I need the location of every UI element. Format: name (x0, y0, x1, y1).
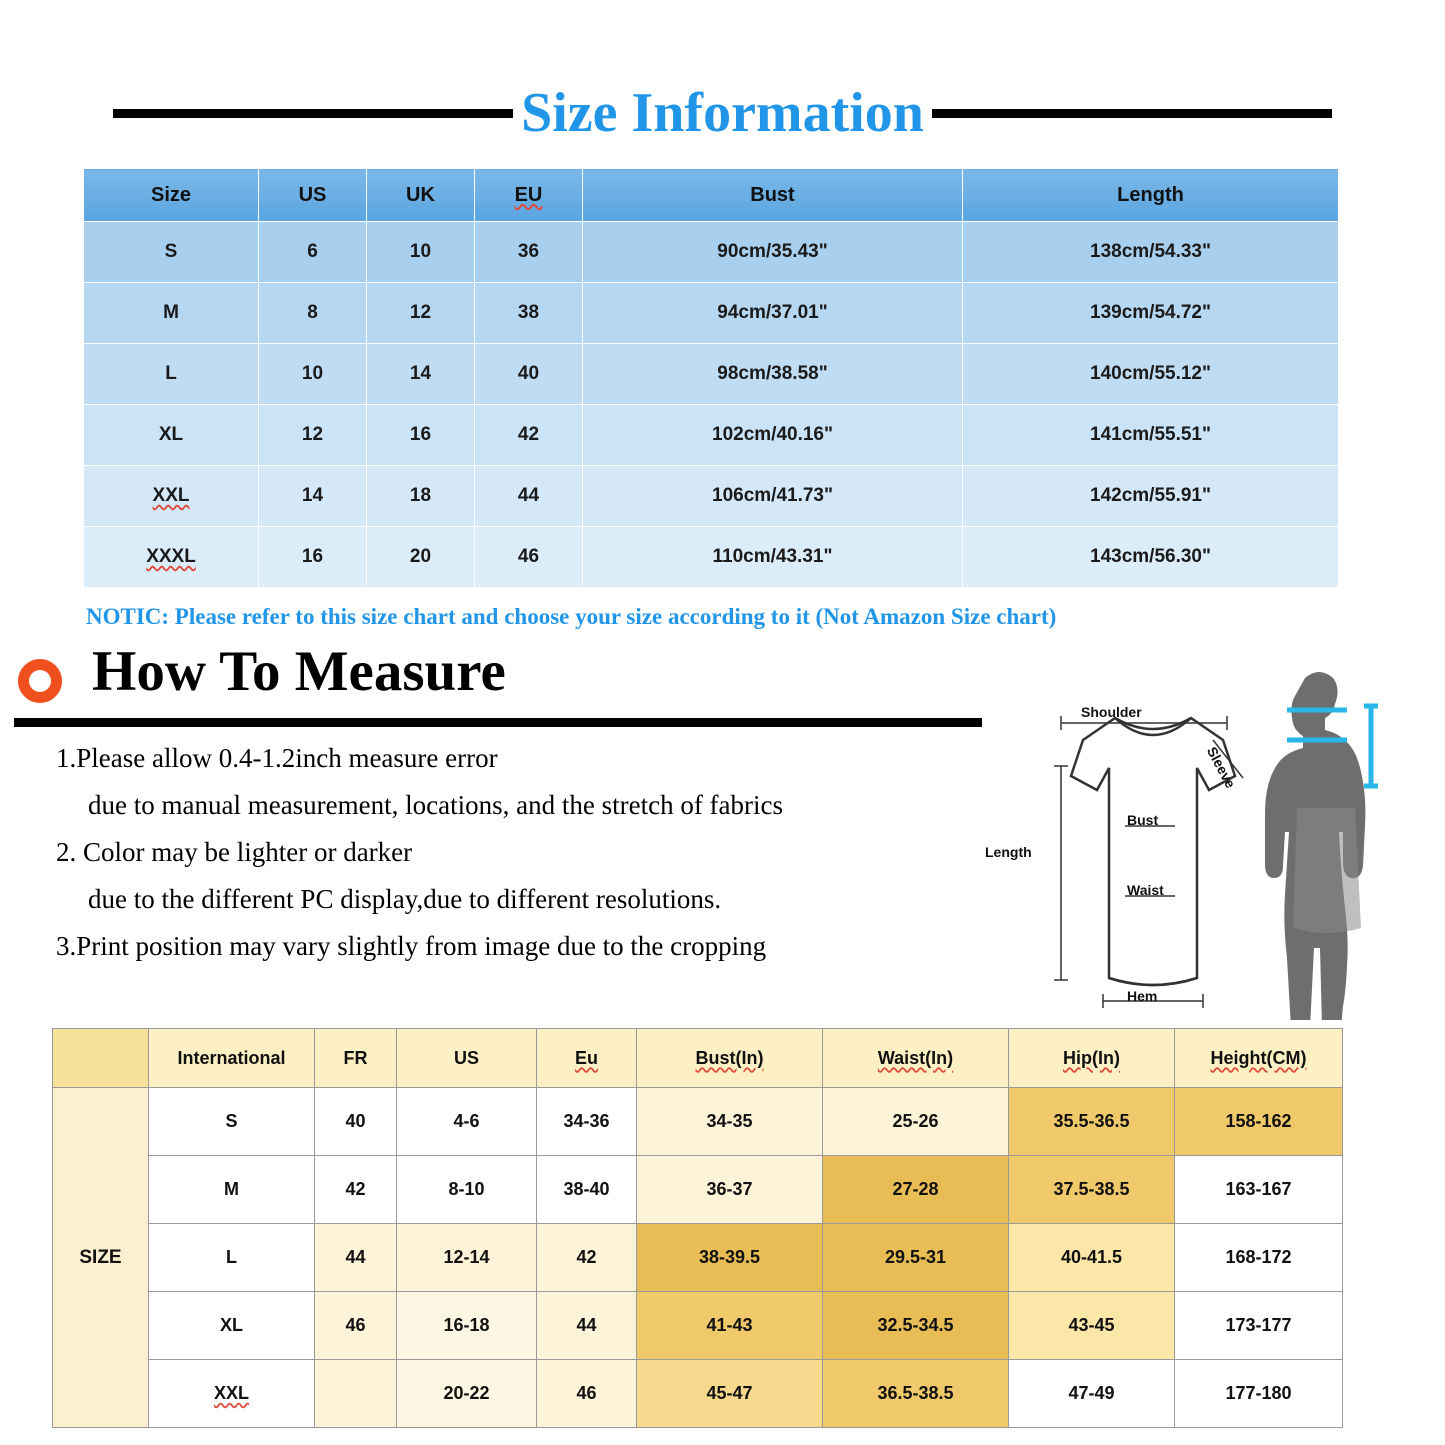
table-row (53, 1360, 1343, 1428)
label-waist: Waist (1127, 882, 1164, 898)
cell-height: 163-167 (1175, 1156, 1343, 1224)
cell-size: S (84, 222, 259, 283)
cell-length: 143cm/56.30" (963, 527, 1339, 588)
cell-size: XL (84, 405, 259, 466)
table-row (84, 527, 1339, 588)
cell-eu: 44 (537, 1292, 637, 1360)
length-measure-line (1054, 766, 1068, 980)
cell-bust: 102cm/40.16" (583, 405, 963, 466)
cell-waist: 29.5-31 (823, 1224, 1009, 1292)
title-rule-right (932, 109, 1332, 118)
table-row (84, 222, 1339, 283)
column-header-waist: Waist(In) (823, 1029, 1009, 1088)
cell-us: 16-18 (397, 1292, 537, 1360)
cell-height: 158-162 (1175, 1088, 1343, 1156)
cell-uk: 14 (367, 344, 475, 405)
cell-us: 12 (259, 405, 367, 466)
table-row (53, 1224, 1343, 1292)
cell-waist: 36.5-38.5 (823, 1360, 1009, 1428)
cell-eu: 42 (537, 1224, 637, 1292)
cell-length: 141cm/55.51" (963, 405, 1339, 466)
cell-us: 6 (259, 222, 367, 283)
column-header-height: Height(CM) (1175, 1029, 1343, 1088)
column-header-hip: Hip(In) (1009, 1029, 1175, 1088)
cell-us: 16 (259, 527, 367, 588)
measurement-illustration (975, 648, 1425, 1020)
cell-hip: 40-41.5 (1009, 1224, 1175, 1292)
table-row (84, 283, 1339, 344)
ring-bullet-icon (18, 659, 62, 703)
table-row (84, 344, 1339, 405)
cell-waist: 27-28 (823, 1156, 1009, 1224)
page-title: Size Information (521, 82, 924, 144)
cell-length: 139cm/54.72" (963, 283, 1339, 344)
cell-international: XL (149, 1292, 315, 1360)
cell-uk: 20 (367, 527, 475, 588)
cell-eu: 34-36 (537, 1088, 637, 1156)
column-header-fr: FR (315, 1029, 397, 1088)
cell-international: XXL (149, 1360, 315, 1428)
cell-hip: 37.5-38.5 (1009, 1156, 1175, 1224)
cell-hip: 35.5-36.5 (1009, 1088, 1175, 1156)
table-row (53, 1156, 1343, 1224)
label-sleeve: Sleeve (1203, 744, 1239, 791)
table-row (53, 1292, 1343, 1360)
row-header-size: SIZE (53, 1088, 149, 1428)
label-shoulder: Shoulder (1081, 704, 1142, 720)
table-header-row (53, 1029, 1343, 1088)
cell-international: S (149, 1088, 315, 1156)
cell-eu: 36 (475, 222, 583, 283)
how-to-measure-rule (14, 718, 982, 727)
instruction-item: due to the different PC display,due to different resolutions. (88, 884, 722, 914)
cell-eu: 46 (475, 527, 583, 588)
cell-height: 168-172 (1175, 1224, 1343, 1292)
cell-eu: 40 (475, 344, 583, 405)
size-information-table (83, 168, 1339, 588)
label-length: Length (985, 844, 1032, 860)
cell-us: 10 (259, 344, 367, 405)
table-row (84, 466, 1339, 527)
label-bust: Bust (1127, 812, 1159, 828)
cell-us: 14 (259, 466, 367, 527)
female-silhouette-icon (1265, 672, 1365, 1020)
cell-waist: 25-26 (823, 1088, 1009, 1156)
cell-bust: 38-39.5 (637, 1224, 823, 1292)
cell-bust: 110cm/43.31" (583, 527, 963, 588)
cell-length: 142cm/55.91" (963, 466, 1339, 527)
cell-size: XXL (84, 466, 259, 527)
title-rule-left (113, 109, 513, 118)
cell-size: XXXL (84, 527, 259, 588)
cell-fr: 42 (315, 1156, 397, 1224)
international-size-table (52, 1028, 1343, 1428)
cell-bust: 106cm/41.73" (583, 466, 963, 527)
cell-us: 12-14 (397, 1224, 537, 1292)
instruction-item: 3.Print position may vary slightly from image due to the cropping (56, 931, 767, 961)
cell-bust: 90cm/35.43" (583, 222, 963, 283)
column-header-international: International (149, 1029, 315, 1088)
cell-us: 8-10 (397, 1156, 537, 1224)
table-header-row (84, 169, 1339, 222)
column-header-eu: Eu (537, 1029, 637, 1088)
cell-fr (315, 1360, 397, 1428)
cell-international: L (149, 1224, 315, 1292)
cell-eu: 44 (475, 466, 583, 527)
cell-uk: 16 (367, 405, 475, 466)
cell-eu: 38-40 (537, 1156, 637, 1224)
column-header-corner (53, 1029, 149, 1088)
cell-bust: 94cm/37.01" (583, 283, 963, 344)
column-header-size: Size (84, 169, 259, 222)
how-to-measure-title: How To Measure (92, 640, 506, 703)
cell-waist: 32.5-34.5 (823, 1292, 1009, 1360)
size-chart-notice: NOTIC: Please refer to this size chart and choose your size according to it (Not Amazon Size chart) (86, 604, 1057, 629)
column-header-bust: Bust (583, 169, 963, 222)
column-header-uk: UK (367, 169, 475, 222)
cell-eu: 38 (475, 283, 583, 344)
cell-hip: 43-45 (1009, 1292, 1175, 1360)
cell-bust: 36-37 (637, 1156, 823, 1224)
instruction-item: 1.Please allow 0.4-1.2inch measure error (56, 743, 498, 773)
cell-height: 173-177 (1175, 1292, 1343, 1360)
cell-us: 8 (259, 283, 367, 344)
column-header-length: Length (963, 169, 1339, 222)
measure-instructions (56, 745, 986, 980)
column-header-eu: EU (475, 169, 583, 222)
page-title-row (0, 78, 1445, 148)
cell-length: 140cm/55.12" (963, 344, 1339, 405)
cell-hip: 47-49 (1009, 1360, 1175, 1428)
illustration-svg (975, 648, 1425, 1020)
cell-bust: 45-47 (637, 1360, 823, 1428)
instruction-item: due to manual measurement, locations, and the stretch of fabrics (88, 790, 784, 820)
cell-fr: 44 (315, 1224, 397, 1292)
label-hem: Hem (1127, 988, 1158, 1004)
table-row (84, 405, 1339, 466)
cell-size: L (84, 344, 259, 405)
cell-bust: 34-35 (637, 1088, 823, 1156)
cell-us: 20-22 (397, 1360, 537, 1428)
table-row (53, 1088, 1343, 1156)
instruction-item: 2. Color may be lighter or darker (56, 837, 413, 867)
cell-bust: 41-43 (637, 1292, 823, 1360)
cell-uk: 18 (367, 466, 475, 527)
cell-us: 4-6 (397, 1088, 537, 1156)
column-header-us: US (259, 169, 367, 222)
cell-international: M (149, 1156, 315, 1224)
column-header-bust: Bust(In) (637, 1029, 823, 1088)
how-to-measure-header (14, 640, 994, 730)
cell-fr: 40 (315, 1088, 397, 1156)
cell-fr: 46 (315, 1292, 397, 1360)
cell-uk: 12 (367, 283, 475, 344)
cell-height: 177-180 (1175, 1360, 1343, 1428)
cell-bust: 98cm/38.58" (583, 344, 963, 405)
cell-eu: 42 (475, 405, 583, 466)
column-header-us: US (397, 1029, 537, 1088)
cell-eu: 46 (537, 1360, 637, 1428)
cell-uk: 10 (367, 222, 475, 283)
cell-length: 138cm/54.33" (963, 222, 1339, 283)
cell-size: M (84, 283, 259, 344)
